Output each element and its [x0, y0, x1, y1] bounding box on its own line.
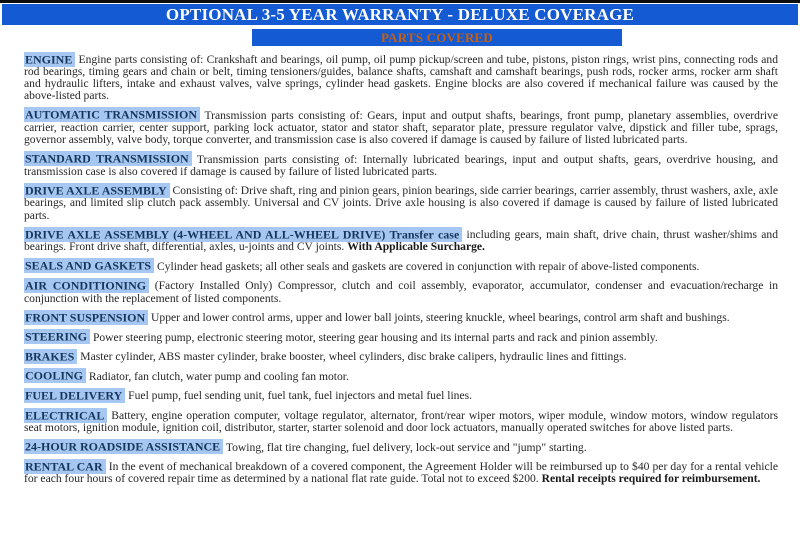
section-heading: DRIVE AXLE ASSEMBLY [24, 183, 170, 198]
section-heading: AIR CONDITIONING [24, 278, 149, 293]
section-body: Transmission parts consisting of: Gears, input and output shafts, bearings, front pump, planetary assemblies, overdrive carrier, reaction carrier, center support, parking lock actuator, stator and stator shaft, separator plate, pressure regulator valve, dipstick and filler tube, sprags, governor assembly, valve body, torque converter, and transmission case is also covered if damage is caused by failure of listed lubricated parts. [24, 108, 778, 147]
section-body: In the event of mechanical breakdown of a covered component, the Agreement Holder will be reimbursed up to $40 per day for a rental vehicle for each four hours of covered repair time as determined by a national flat rate guide. Total not to exceed $200. [24, 460, 778, 486]
section-body: including gears, main shaft, drive chain, thrust washer/shims and bearings. Front drive shaft, differential, axles, u-joints and CV joints. [24, 228, 779, 254]
section-heading: SEALS AND GASKETS [24, 258, 154, 273]
section-heading: FUEL DELIVERY [24, 388, 125, 403]
section-body: Transmission parts consisting of: Internally lubricated bearings, input and output shafts, gears, overdrive housing, and transmission case is also covered if damage is caused by failure of listed lubricated parts. [24, 152, 778, 178]
section-body: Battery, engine operation computer, voltage regulator, alternator, front/rear wiper motors, wiper module, window motors, window regulators seat motors, ignition module, ignition coil, distributor, starter, starter solenoid and door lock actuators, manually operated switches for above listed parts. [24, 409, 778, 435]
section-body: Consisting of: Drive shaft, ring and pinion gears, pinion bearings, side carrier bearings, carrier assembly, thrust washers, axle, axle bearings, and limited slip clutch pack assembly. Universal and CV joints. Drive axle housing is also covered if damage is caused by failure of listed lubricated parts. [24, 184, 779, 222]
section-heading: COOLING [24, 368, 86, 383]
sections [0, 46, 800, 486]
section-heading: DRIVE AXLE ASSEMBLY (4-WHEEL AND ALL-WHEEL DRIVE) Transfer case [24, 227, 462, 242]
section-heading: RENTAL CAR [24, 459, 106, 474]
coverage-section [24, 441, 778, 454]
parts-covered-bar: PARTS COVERED [252, 29, 622, 46]
section-heading: ENGINE [24, 52, 75, 67]
section-body: Radiator, fan clutch, water pump and cooling fan motor. [88, 369, 349, 383]
coverage-section [24, 370, 778, 383]
coverage-section [24, 53, 778, 102]
section-bold-note: With Applicable Surcharge. [347, 240, 485, 254]
section-body: Engine parts consisting of: Crankshaft and bearings, oil pump, oil pump pickup/screen and tube, pistons, piston rings, wrist pins, connecting rods and rod bearings, timing gears and chain or belt, timing tensioners/guides, balance shafts, camshaft and camshaft bearings, push rods, rocker arms, rocker arm shaft and hydraulic lifters, intake and exhaust valves, valve springs, cylinder head gaskets. Engine blocks are also covered if mechanical failure was caused by the above-listed parts. [24, 53, 778, 103]
section-heading: STEERING [24, 329, 90, 344]
coverage-section [24, 311, 778, 324]
coverage-section [24, 184, 778, 221]
section-heading: BRAKES [24, 349, 77, 364]
section-bold-note: Rental receipts required for reimbursement. [541, 472, 761, 486]
section-body: Cylinder head gaskets; all other seals and gaskets are covered in conjunction with repair of above-listed components. [156, 259, 700, 273]
section-heading: AUTOMATIC TRANSMISSION [24, 107, 200, 122]
coverage-section [24, 153, 778, 178]
coverage-section [24, 331, 778, 344]
coverage-section [24, 460, 778, 485]
coverage-section [24, 109, 778, 146]
section-heading: ELECTRICAL [24, 408, 107, 423]
warranty-title-bar: OPTIONAL 3-5 YEAR WARRANTY - DELUXE COVERAGE [2, 4, 798, 25]
coverage-section [24, 409, 778, 434]
section-heading: 24-HOUR ROADSIDE ASSISTANCE [24, 439, 223, 454]
section-body: Power steering pump, electronic steering motor, steering gear housing and its internal parts and rack and pinion assembly. [92, 330, 658, 344]
section-body: Fuel pump, fuel sending unit, fuel tank, fuel injectors and metal fuel lines. [128, 389, 473, 403]
section-body: (Factory Installed Only) Compressor, clutch and coil assembly, evaporator, accumulator, condenser and evacuation/recharge in conjunction with the replacement of listed components. [24, 279, 779, 305]
coverage-section [24, 389, 778, 402]
coverage-section [24, 260, 778, 273]
coverage-section [24, 228, 778, 253]
coverage-section [24, 350, 778, 363]
coverage-section [24, 279, 778, 304]
section-heading: STANDARD TRANSMISSION [24, 151, 192, 166]
section-body: Master cylinder, ABS master cylinder, brake booster, wheel cylinders, disc brake calipers, hydraulic lines and fittings. [80, 350, 627, 364]
section-heading: FRONT SUSPENSION [24, 310, 148, 325]
section-body: Towing, flat tire changing, fuel delivery, lock-out service and "jump" starting. [225, 440, 587, 454]
section-body: Upper and lower control arms, upper and lower ball joints, steering knuckle, wheel bearings, control arm shaft and bushings. [151, 311, 730, 325]
